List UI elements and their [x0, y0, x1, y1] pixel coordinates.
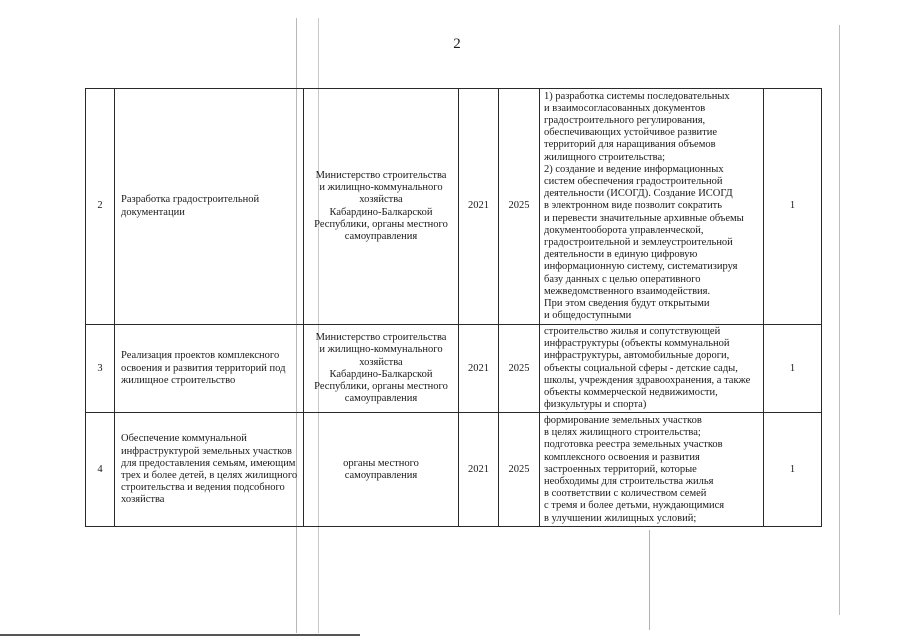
executor-line: органы местного — [343, 457, 419, 469]
end-year: 2025 — [499, 413, 540, 527]
indicator-value: 1 — [764, 413, 822, 527]
executor-line: и жилищно-коммунального — [319, 182, 443, 194]
executor-line: Кабардино-Балкарской — [329, 368, 433, 380]
indicator-value: 1 — [764, 325, 822, 413]
result-line: в электронном виде позволит сократить — [544, 200, 723, 212]
table-row — [86, 325, 822, 413]
result-line: жилищного строительства; — [544, 151, 666, 163]
start-year: 2021 — [459, 413, 499, 527]
result-line: формирование земельных участков — [544, 415, 702, 426]
executor-line: хозяйства — [359, 194, 403, 206]
executor-cell — [304, 413, 459, 527]
table-row — [86, 89, 822, 325]
result-line: При этом сведения будут открытыми — [544, 298, 710, 310]
result-line: градостроительной и землеустроительной — [544, 237, 733, 248]
executor-line: Министерство строительства — [315, 169, 447, 181]
start-year: 2021 — [459, 325, 499, 413]
result-line: 1) разработка системы последовательных — [544, 90, 730, 102]
result-line: с тремя и более детьми, нуждающимися — [544, 500, 725, 512]
table-row — [86, 413, 822, 527]
result-line: школы, учреждения здравоохранения, а также — [544, 374, 751, 386]
result-line: информационную систему, систематизируя — [544, 261, 738, 273]
executor-line: Республики, органы местного — [314, 380, 448, 392]
result-line: базу данных с целью оперативного — [544, 273, 701, 285]
executor-line: Кабардино-Балкарской — [329, 206, 433, 218]
result-line: инфраструктуры (объекты коммунальной — [544, 338, 730, 350]
result-line: территорий для наращивания объемов — [544, 139, 716, 151]
result-line: комплексного освоения и развития — [544, 451, 700, 463]
end-year: 2025 — [499, 89, 540, 325]
result-line: систем обеспечения градостроительной — [544, 175, 723, 187]
end-year: 2025 — [499, 325, 540, 413]
result-line: деятельности (ИСОГД). Создание ИСОГД — [544, 188, 733, 200]
page-number: 2 — [453, 36, 461, 52]
result-line: и перевести значительные архивные объемы — [544, 212, 744, 224]
result-line: межведомственного взаимодействия. — [544, 285, 711, 297]
row-number: 2 — [86, 89, 115, 325]
result-line: инфраструктуры, автомобильные дороги, — [544, 350, 730, 362]
executor-line: самоуправления — [344, 230, 418, 242]
measure-name: Разработка градостроительной документации — [115, 89, 304, 325]
result-line: и общедоступными — [544, 310, 632, 322]
result-line: обеспечивающих устойчивое развитие — [544, 127, 718, 139]
executor-line: самоуправления — [344, 393, 418, 405]
result-line: физкультуры и спорта) — [544, 399, 647, 411]
executor-cell — [304, 325, 459, 413]
scan-artifact-line — [649, 530, 650, 630]
result-line: подготовка реестра земельных участков — [544, 439, 723, 451]
result-line: и взаимосогласованных документов — [544, 102, 706, 114]
result-line: строительство жилья и сопутствующей — [544, 326, 721, 337]
row-number: 4 — [86, 413, 115, 527]
expected-result-cell — [540, 413, 764, 527]
result-line: необходимы для строительства жилья — [544, 476, 714, 488]
result-line: в соответствии с количеством семей — [544, 488, 707, 500]
indicator-value: 1 — [764, 89, 822, 325]
executor-cell — [304, 89, 459, 325]
result-line: градостроительного регулирования, — [544, 114, 706, 126]
start-year: 2021 — [459, 89, 499, 325]
result-line: объекты социальной сферы - детские сады, — [544, 362, 738, 374]
expected-result-cell — [540, 325, 764, 413]
result-line: в целях жилищного строительства; — [544, 427, 701, 439]
executor-line: самоуправления — [344, 469, 418, 481]
result-line: застроенных территорий, которые — [544, 463, 697, 475]
measure-name: Обеспечение коммунальной инфраструктурой земельных участков для предоставления семьям, имеющим трех и более детей, в целях жилищного строительства и ведения подсобного хозяйства — [115, 413, 304, 527]
scan-artifact-line — [839, 25, 840, 615]
executor-line: хозяйства — [359, 356, 403, 368]
executor-line: Республики, органы местного — [314, 218, 448, 230]
result-line: деятельности в единую цифровую — [544, 249, 698, 261]
executor-line: Министерство строительства — [315, 332, 447, 344]
result-line: объекты коммерческой недвижимости, — [544, 387, 718, 399]
expected-result-cell — [540, 89, 764, 325]
executor-line: и жилищно-коммунального — [319, 344, 443, 356]
result-line: документооборота управленческой, — [544, 224, 704, 236]
scan-artifact-line — [0, 634, 360, 636]
result-line: 2) создание и ведение информационных — [544, 163, 724, 175]
program-table — [85, 88, 822, 527]
row-number: 3 — [86, 325, 115, 413]
measure-name: Реализация проектов комплексного освоения и развития территорий под жилищное строительство — [115, 325, 304, 413]
result-line: в улучшении жилищных условий; — [544, 512, 697, 524]
